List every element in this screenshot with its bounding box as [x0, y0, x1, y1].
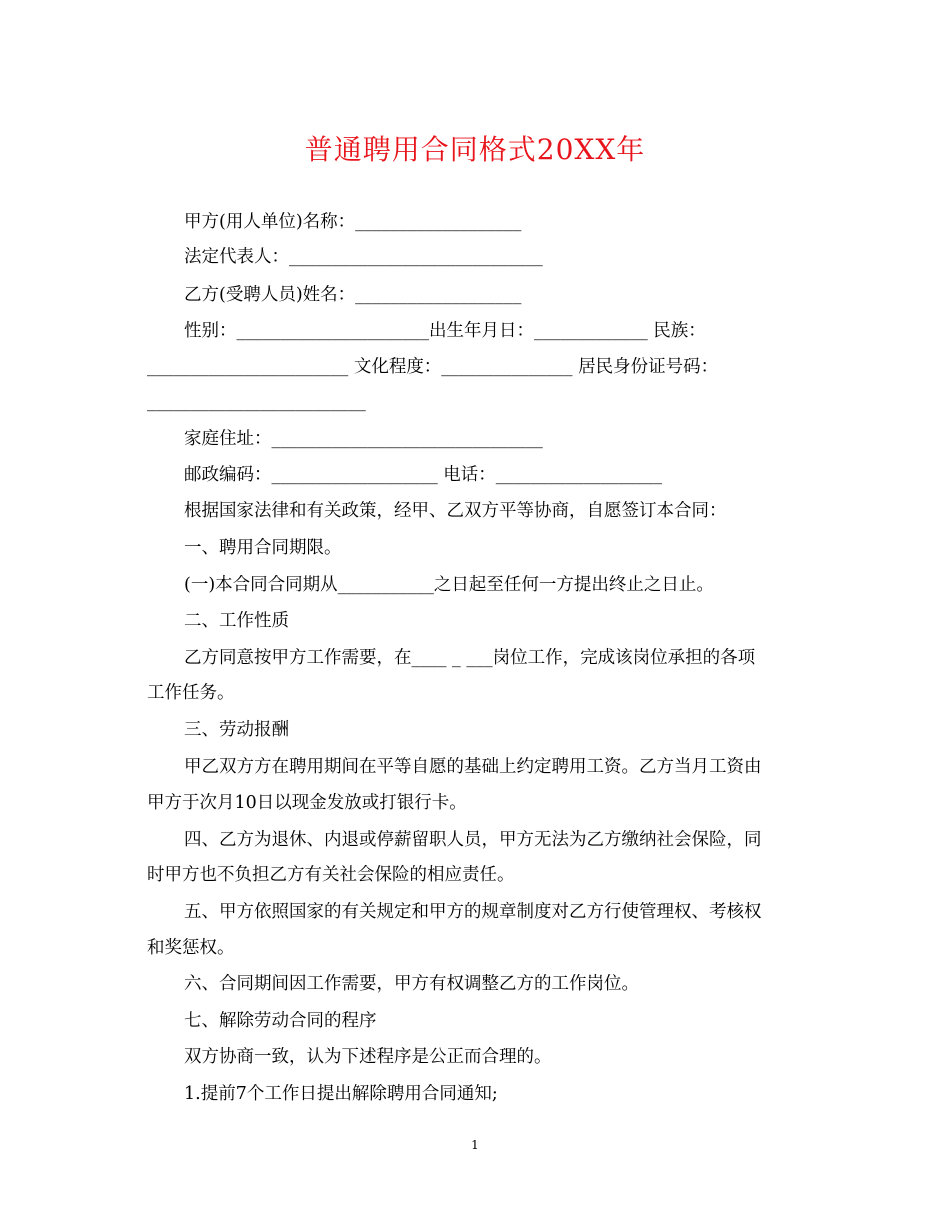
party-b-name-line: 乙方(受聘人员)姓名：___________________ — [184, 285, 522, 305]
section-7-heading: 七、解除劳动合同的程序 — [184, 1011, 377, 1031]
section-4-paragraph-line-2: 时甲方也不负担乙方有关社会保险的相应责任。 — [147, 865, 515, 885]
section-6-paragraph: 六、合同期间因工作需要，甲方有权调整乙方的工作岗位。 — [184, 974, 639, 994]
section-5-paragraph-line-1: 五、甲方依照国家的有关规定和甲方的规章制度对乙方行使管理权、考核权 — [184, 902, 762, 922]
preamble-paragraph: 根据国家法律和有关政策，经甲、乙双方平等协商，自愿签订本合同： — [184, 501, 727, 521]
postcode-phone-line: 邮政编码：___________________ 电话：___________________ — [184, 465, 663, 485]
id-number-blank-line: _________________________ — [147, 392, 366, 412]
party-a-name-line: 甲方(用人单位)名称：___________________ — [184, 212, 522, 232]
section-7-item-1: 1.提前7个工作日提出解除聘用合同通知; — [184, 1084, 498, 1104]
section-1-clause: (一)本合同合同期从___________之日起至任何一方提出终止之日止。 — [184, 575, 714, 595]
education-id-line: _______________________ 文化程度：_______________ 居民身份证号码： — [147, 357, 719, 377]
section-2-heading: 二、工作性质 — [184, 611, 289, 631]
section-3-paragraph-line-1: 甲乙双方方在聘用期间在平等自愿的基础上约定聘用工资。乙方当月工资由 — [184, 757, 762, 777]
page-number: 1 — [471, 1138, 479, 1152]
section-3-heading: 三、劳动报酬 — [184, 720, 289, 740]
section-5-paragraph-line-2: 和奖惩权。 — [147, 938, 235, 958]
section-4-paragraph-line-1: 四、乙方为退休、内退或停薪留职人员，甲方无法为乙方缴纳社会保险，同 — [184, 830, 762, 850]
section-1-heading: 一、聘用合同期限。 — [184, 538, 342, 558]
gender-birth-ethnicity-line: 性别：______________________出生年月日：_____________ 民族： — [184, 321, 706, 341]
section-2-paragraph-line-2: 工作任务。 — [147, 683, 235, 703]
document-title: 普通聘用合同格式20XX年 — [304, 133, 646, 166]
home-address-line: 家庭住址：_______________________________ — [184, 429, 543, 449]
section-7-intro: 双方协商一致，认为下述程序是公正而合理的。 — [184, 1047, 552, 1067]
section-3-paragraph-line-2: 甲方于次月10日以现金发放或打银行卡。 — [147, 793, 467, 813]
legal-rep-line: 法定代表人：_____________________________ — [184, 247, 543, 267]
section-2-paragraph-line-1: 乙方同意按甲方工作需要，在____ _ ___岗位工作，完成该岗位承担的各项 — [184, 648, 756, 668]
